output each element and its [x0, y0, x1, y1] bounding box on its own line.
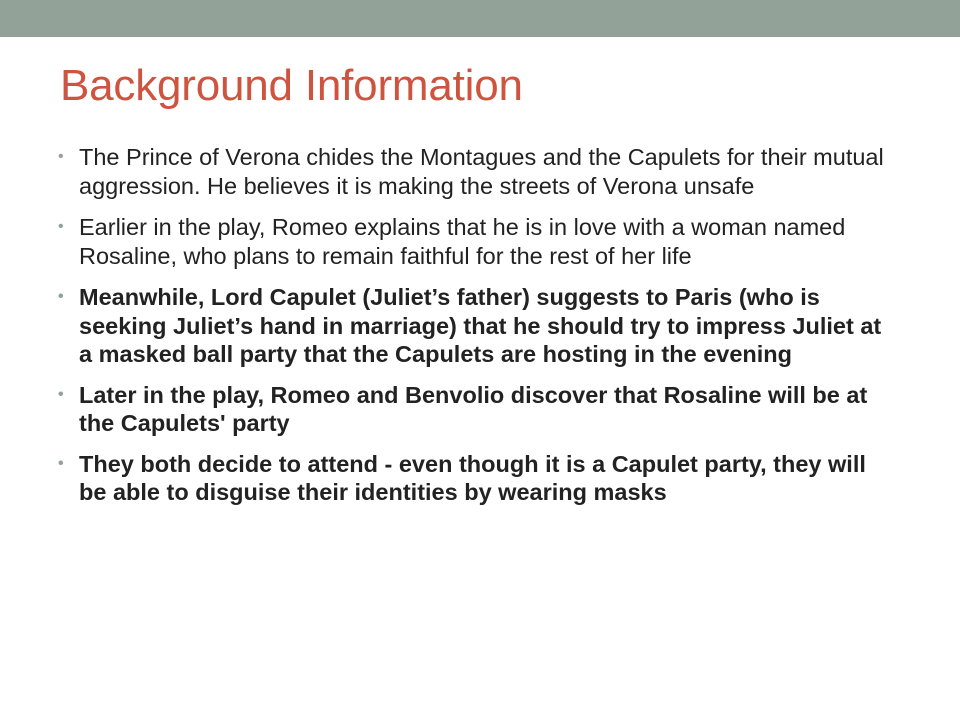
bullet-dot-icon: • — [58, 385, 64, 403]
bullet-item — [58, 213, 894, 270]
bullet-item — [58, 381, 894, 438]
accent-bar — [0, 0, 960, 37]
bullet-text: Earlier in the play, Romeo explains that he is in love with a woman named Rosaline, who plans to remain faithful for the rest of her life — [79, 214, 846, 269]
bullet-item — [58, 143, 894, 200]
bullet-text: The Prince of Verona chides the Montagues and the Capulets for their mutual aggression. He believes it is making the streets of Verona unsafe — [79, 144, 884, 199]
bullet-text: Later in the play, Romeo and Benvolio discover that Rosaline will be at the Capulets' party — [79, 381, 868, 436]
bullet-dot-icon: • — [58, 454, 64, 472]
bullet-item — [58, 450, 894, 507]
bullet-dot-icon: • — [58, 288, 64, 305]
bullet-item — [58, 283, 894, 369]
bullet-text: Meanwhile, Lord Capulet (Juliet’s father) suggests to Paris (who is seeking Juliet’s hand in marriage) that he should try to impress Juliet at a masked ball party that the Capulets are hosting in the evening — [79, 284, 882, 367]
bullet-list — [58, 143, 894, 519]
bullet-dot-icon: • — [58, 148, 64, 165]
slide-title: Background Information — [60, 61, 523, 110]
bullet-text: They both decide to attend - even though it is a Capulet party, they will be able to disguise their identities by wearing masks — [79, 450, 866, 505]
bullet-dot-icon: • — [58, 218, 64, 235]
